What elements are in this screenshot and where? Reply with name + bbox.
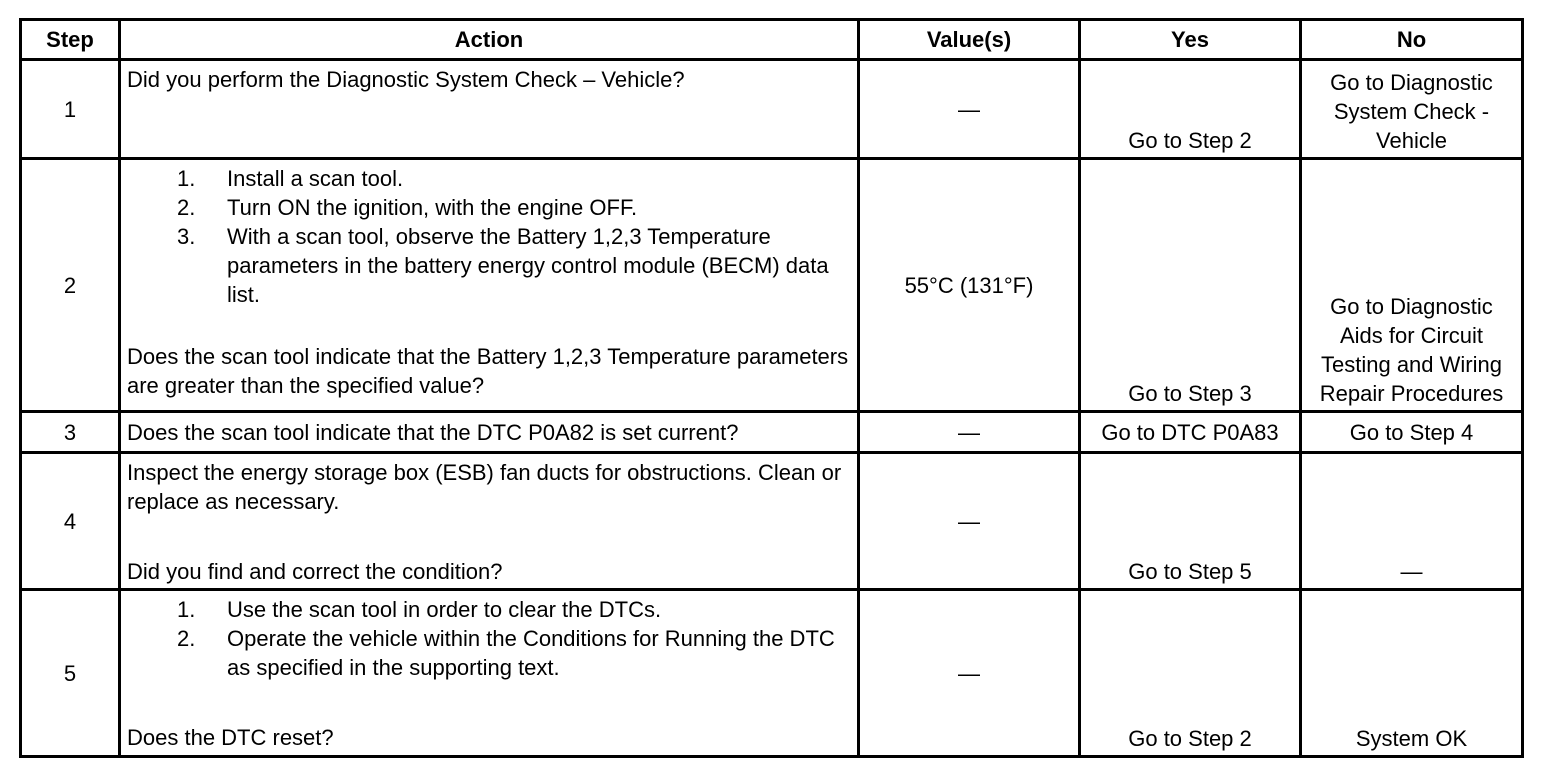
yes-cell: Go to Step 2	[1080, 60, 1301, 159]
table-row	[21, 159, 1523, 412]
no-cell: Go to Diagnostic Aids for Circuit Testing and Wiring Repair Procedures	[1301, 159, 1523, 412]
action-cell	[120, 60, 859, 159]
list-item: 2. Turn ON the ignition, with the engine OFF.	[177, 195, 638, 220]
list-item: 3. With a scan tool, observe the Battery 1,2,3 Temperature parameters in the battery energy control module (BECM) data list.	[177, 224, 829, 307]
list-item: 2. Operate the vehicle within the Conditions for Running the DTC as specified in the supporting text.	[177, 626, 835, 680]
header-step: Step	[21, 20, 120, 60]
header-action: Action	[120, 20, 859, 60]
yes-cell: Go to DTC P0A83	[1080, 412, 1301, 453]
list-item: 1. Install a scan tool.	[177, 166, 404, 191]
table-row	[21, 590, 1523, 757]
substep-list	[127, 595, 851, 682]
value-cell: —	[859, 60, 1080, 159]
action-cell	[120, 590, 859, 757]
no-cell: Go to Diagnostic System Check - Vehicle	[1301, 60, 1523, 159]
diagnostic-table	[19, 18, 1524, 758]
yes-cell: Go to Step 3	[1080, 159, 1301, 412]
action-question: Did you find and correct the condition?	[127, 559, 503, 584]
step-number: 4	[21, 453, 120, 590]
no-cell: Go to Step 4	[1301, 412, 1523, 453]
header-row	[21, 20, 1523, 60]
header-yes: Yes	[1080, 20, 1301, 60]
action-cell	[120, 159, 859, 412]
action-question: Did you perform the Diagnostic System Check – Vehicle?	[127, 67, 685, 92]
list-item: 1. Use the scan tool in order to clear the DTCs.	[177, 597, 662, 622]
no-cell: —	[1301, 453, 1523, 590]
value-cell: —	[859, 590, 1080, 757]
step-number: 3	[21, 412, 120, 453]
table-row	[21, 453, 1523, 590]
substep-list	[127, 164, 851, 309]
step-number: 2	[21, 159, 120, 412]
table-row	[21, 412, 1523, 453]
yes-cell: Go to Step 2	[1080, 590, 1301, 757]
action-cell	[120, 453, 859, 590]
action-question: Does the scan tool indicate that the DTC P0A82 is set current?	[120, 412, 859, 453]
action-question: Does the scan tool indicate that the Battery 1,2,3 Temperature parameters are greater than the specified value?	[127, 344, 849, 398]
value-cell: —	[859, 412, 1080, 453]
action-question: Does the DTC reset?	[127, 725, 334, 750]
value-cell: 55°C (131°F)	[859, 159, 1080, 412]
step-number: 5	[21, 590, 120, 757]
value-cell: —	[859, 453, 1080, 590]
yes-cell: Go to Step 5	[1080, 453, 1301, 590]
action-instruction: Inspect the energy storage box (ESB) fan ducts for obstructions. Clean or replace as necessary.	[127, 460, 842, 514]
step-number: 1	[21, 60, 120, 159]
table-row	[21, 60, 1523, 159]
header-no: No	[1301, 20, 1523, 60]
header-values: Value(s)	[859, 20, 1080, 60]
no-cell: System OK	[1301, 590, 1523, 757]
